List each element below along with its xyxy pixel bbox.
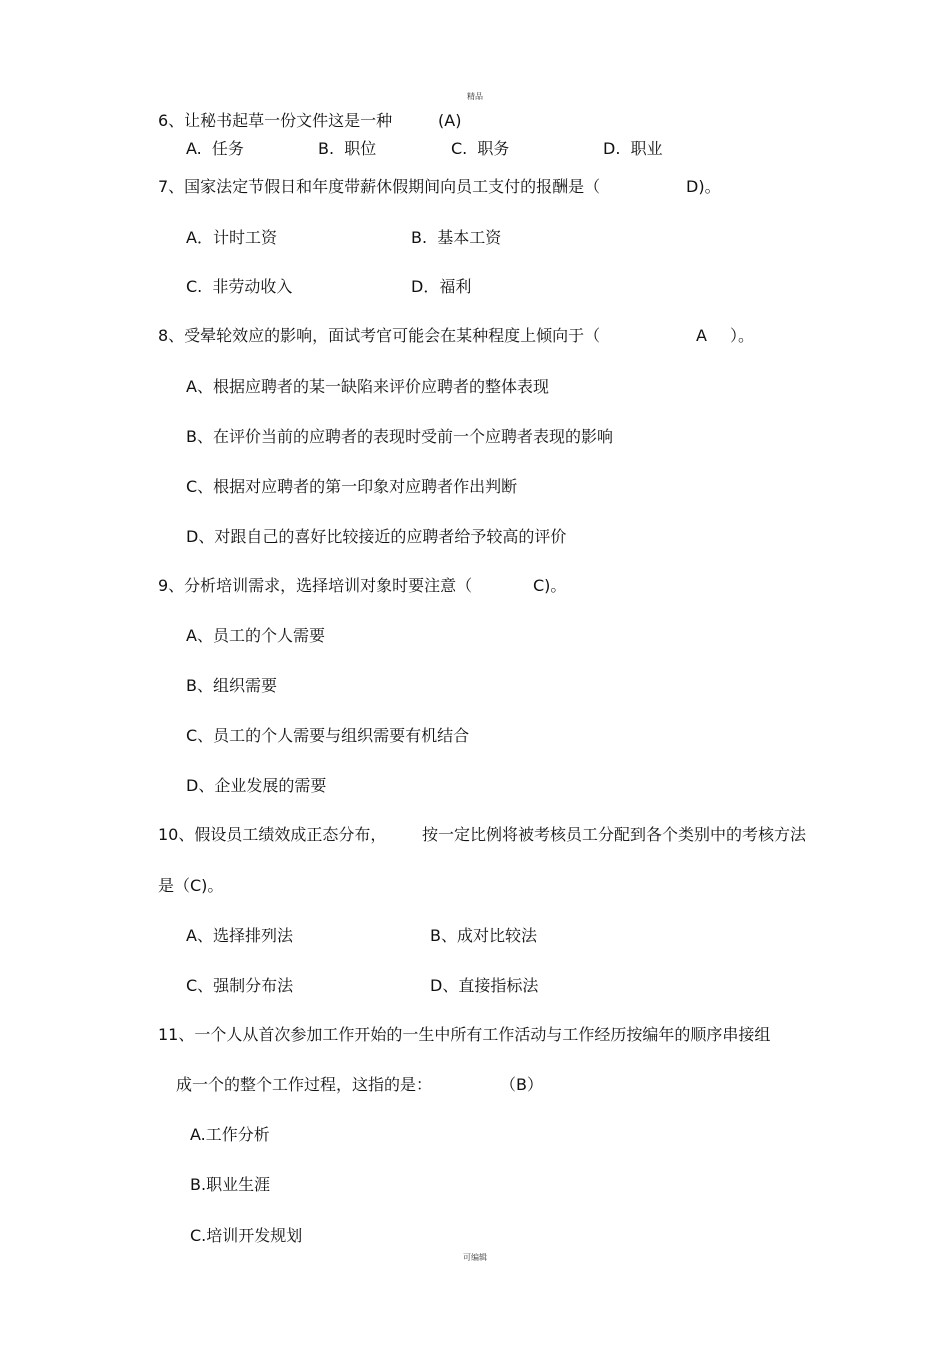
question-10-option-b: B、成对比较法	[430, 926, 537, 945]
question-8-option-b: B、在评价当前的应聘者的表现时受前一个应聘者表现的影响	[186, 427, 613, 446]
question-7-answer: D)。	[686, 177, 721, 196]
question-6-stem: 6、让秘书起草一份文件这是一种	[158, 111, 393, 130]
question-9-option-c: C、员工的个人需要与组织需要有机结合	[186, 726, 470, 745]
question-10-stem-part1: 10、假设员工绩效成正态分布，	[158, 825, 387, 844]
question-9-option-b: B、组织需要	[186, 676, 277, 695]
question-11-option-c: C.培训开发规划	[190, 1226, 303, 1245]
question-9-stem: 9、分析培训需求，选择培训对象时要注意（	[158, 576, 473, 595]
question-6-answer: (A)	[438, 111, 462, 130]
question-8-stem: 8、受晕轮效应的影响，面试考官可能会在某种程度上倾向于（	[158, 326, 601, 345]
question-7-option-a: A．计时工资	[186, 228, 277, 247]
question-8-option-d: D、对跟自己的喜好比较接近的应聘者给予较高的评价	[186, 527, 567, 546]
question-10-stem-line2: 是（C)。	[158, 876, 224, 895]
question-6-option-a: A. 任务	[186, 139, 244, 158]
question-9-answer: C)。	[533, 576, 567, 595]
question-11-stem-line2: 成一个的整个工作过程，这指的是：	[176, 1075, 433, 1094]
question-9-option-a: A、员工的个人需要	[186, 626, 325, 645]
question-10-option-c: C、强制分布法	[186, 976, 294, 995]
page-header: 精品	[467, 92, 483, 101]
question-10-option-d: D、直接指标法	[430, 976, 539, 995]
question-6-option-c: C. 职务	[451, 139, 510, 158]
question-11-stem-line1: 11、一个人从首次参加工作开始的一生中所有工作活动与工作经历按编年的顺序串接组	[158, 1025, 771, 1044]
question-7-stem: 7、国家法定节假日和年度带薪休假期间向员工支付的报酬是（	[158, 177, 601, 196]
question-8-option-a: A、根据应聘者的某一缺陷来评价应聘者的整体表现	[186, 377, 549, 396]
question-8-option-c: C、根据对应聘者的第一印象对应聘者作出判断	[186, 477, 518, 496]
question-11-answer: （B）	[500, 1075, 543, 1094]
question-7-option-c: C. 非劳动收入	[186, 277, 293, 296]
question-7-option-b: B. 基本工资	[411, 228, 502, 247]
question-8-answer: A	[696, 326, 707, 345]
question-11-option-b: B.职业生涯	[190, 1175, 271, 1194]
question-10-stem-part2: 按一定比例将被考核员工分配到各个类别中的考核方法	[422, 825, 807, 844]
question-7-option-d: D．福利	[411, 277, 472, 296]
question-8-stem-end: ）。	[730, 326, 755, 345]
question-6-option-b: B. 职位	[318, 139, 377, 158]
question-9-option-d: D、企业发展的需要	[186, 776, 327, 795]
question-11-option-a: A.工作分析	[190, 1125, 270, 1144]
page-footer: 可编辑	[463, 1253, 487, 1262]
question-6-option-d: D. 职业	[603, 139, 663, 158]
question-10-option-a: A、选择排列法	[186, 926, 293, 945]
